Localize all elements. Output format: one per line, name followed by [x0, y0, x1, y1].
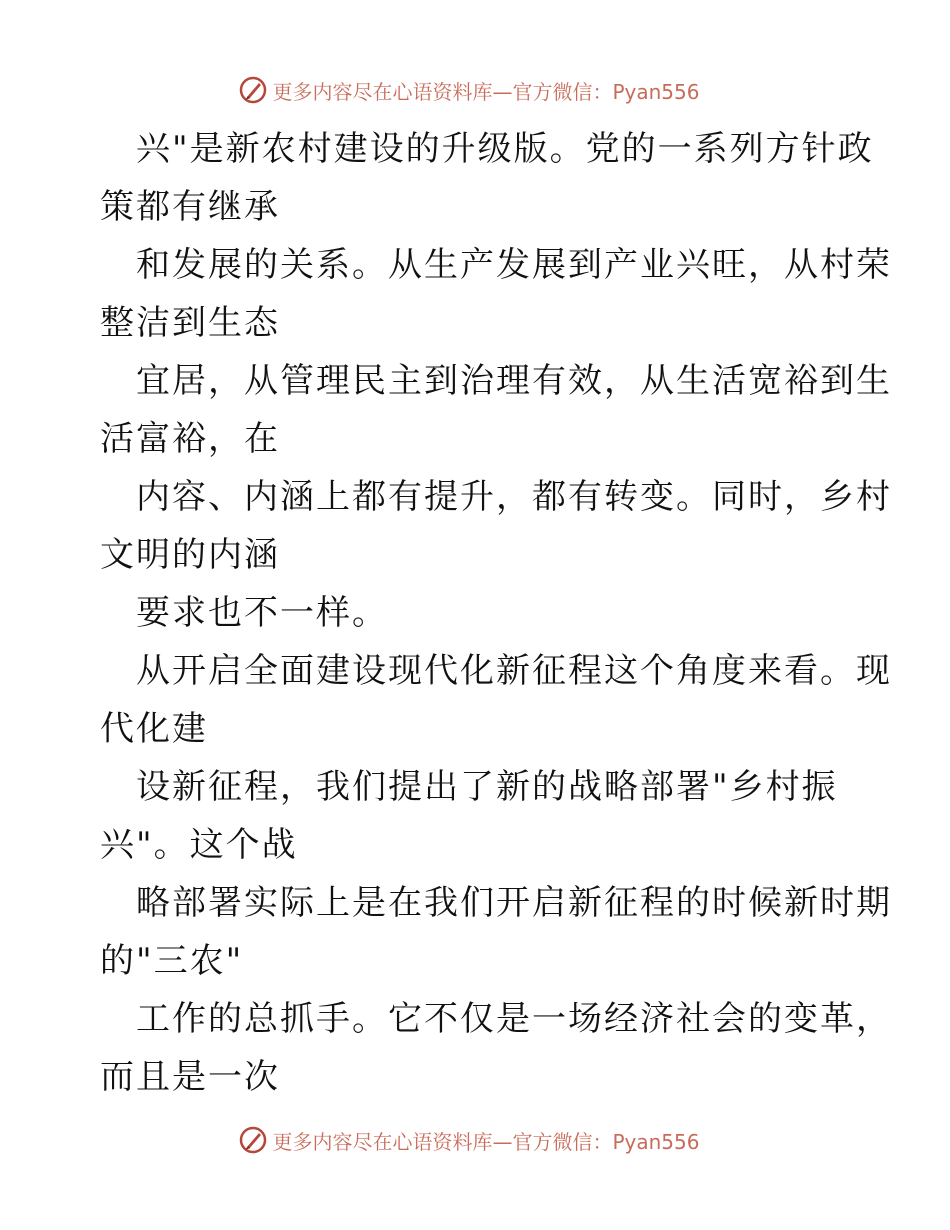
- body-text-line: 内容、内涵上都有提升，都有转变。同时，乡村: [136, 477, 892, 517]
- body-text-line: 文明的内涵: [100, 535, 280, 575]
- header-banner: [0, 70, 950, 110]
- footer-banner: [0, 1120, 950, 1160]
- quill-logo-icon: [238, 75, 268, 105]
- body-text-line: 略部署实际上是在我们开启新征程的时候新时期: [136, 883, 892, 923]
- body-text-line: 从开启全面建设现代化新征程这个角度来看。现: [136, 651, 892, 691]
- header-banner-inner: [238, 75, 699, 105]
- body-text-line: 代化建: [100, 709, 208, 749]
- document-body: [100, 120, 892, 1106]
- body-text-line: 要求也不一样。: [136, 593, 388, 633]
- body-text-line: 活富裕，在: [100, 419, 280, 459]
- body-text-line: 兴"。这个战: [100, 825, 298, 865]
- body-text-line: 的"三农": [100, 941, 244, 981]
- body-text-line: 兴"是新农村建设的升级版。党的一系列方针政: [136, 129, 874, 169]
- quill-logo-icon: [238, 1125, 268, 1155]
- body-text-line: 整洁到生态: [100, 303, 280, 343]
- body-text-line: 宜居，从管理民主到治理有效，从生活宽裕到生: [136, 361, 892, 401]
- footer-banner-inner: [238, 1125, 699, 1155]
- body-text-line: 策都有继承: [100, 187, 280, 227]
- body-text-line: 工作的总抓手。它不仅是一场经济社会的变革，: [136, 999, 892, 1039]
- header-banner-text: 更多内容尽在心语资料库—官方微信：Pyan556: [272, 79, 700, 104]
- body-text-line: 设新征程，我们提出了新的战略部署"乡村振: [136, 767, 838, 807]
- body-text-line: 而且是一次: [100, 1057, 280, 1097]
- body-text-line: 和发展的关系。从生产发展到产业兴旺，从村荣: [136, 245, 892, 285]
- footer-banner-text: 更多内容尽在心语资料库—官方微信：Pyan556: [272, 1129, 700, 1154]
